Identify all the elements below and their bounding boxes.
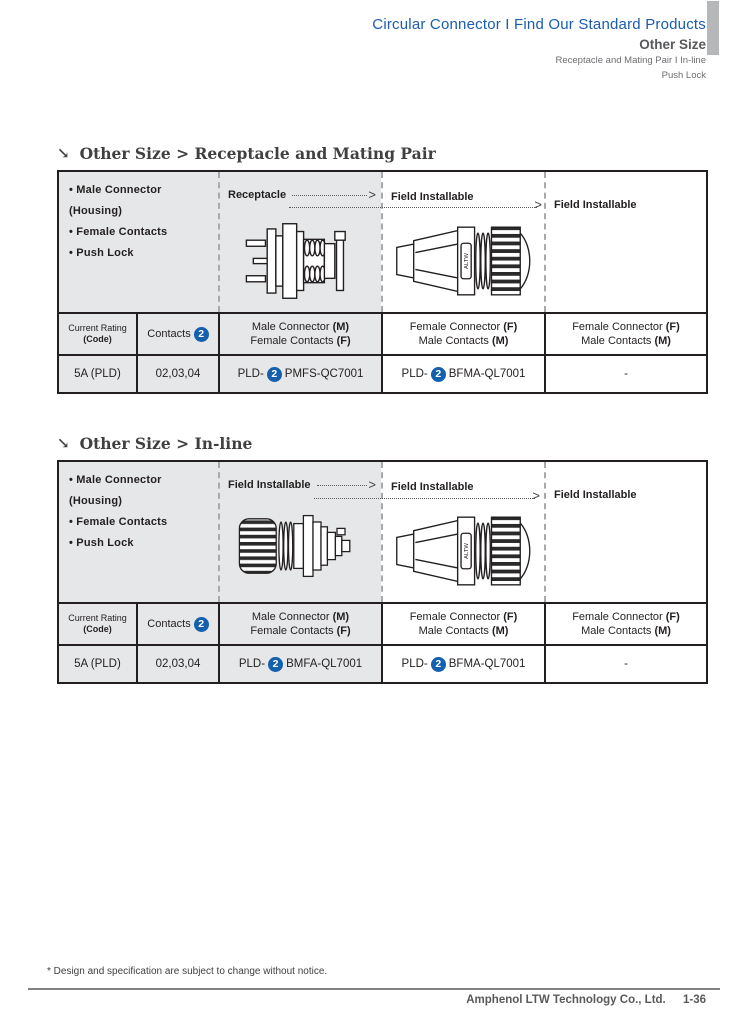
contacts-value: 02,03,04 xyxy=(136,354,218,392)
features-cell xyxy=(59,172,218,312)
contacts-count-badge: 2 xyxy=(194,617,209,632)
altw-brand-label: ALTW xyxy=(463,253,470,269)
feature-item: (Housing) xyxy=(69,205,123,217)
part-number-male: PLD- 2 PMFS-QC7001 xyxy=(218,354,381,392)
diagram-label-text: Field Installable xyxy=(391,191,474,203)
code-label: (Code) xyxy=(83,334,112,344)
diagram-label xyxy=(546,462,706,502)
diagram-label xyxy=(220,172,381,202)
header-accent-bar xyxy=(707,1,719,55)
page-number: 1-36 xyxy=(682,994,706,1006)
altw-brand-label: ALTW xyxy=(463,543,470,559)
diagram-label xyxy=(546,172,706,212)
section-title xyxy=(57,432,708,454)
rating-value: 5A (PLD) xyxy=(59,644,136,682)
diagram-label xyxy=(383,462,544,494)
feature-item: • Male Connector xyxy=(69,184,162,196)
section-arrow-icon: ↘ xyxy=(57,143,70,162)
mating-arrow xyxy=(314,488,540,503)
disclaimer-note: * Design and specification are subject to change without notice. xyxy=(47,966,328,977)
col-header-female-connector: Female Connector (F) Male Contacts (M) xyxy=(381,602,544,644)
section-title-text: Other Size > In-line xyxy=(79,433,253,453)
arrow-head-icon: > xyxy=(534,197,542,212)
diagram-label-text: Field Installable xyxy=(554,489,637,501)
section-in-line xyxy=(57,432,708,684)
contacts-count-badge: 2 xyxy=(194,327,209,342)
diagram-label-text: Field Installable xyxy=(554,199,637,211)
arrow-head-icon: > xyxy=(368,477,376,492)
part-number-empty: - xyxy=(544,354,706,392)
feature-item: • Push Lock xyxy=(69,537,134,549)
arrow-head-icon: > xyxy=(532,488,540,503)
feature-item: • Female Contacts xyxy=(69,516,168,528)
diagram-cell-receptacle xyxy=(218,172,381,312)
diagram-label-text: Field Installable xyxy=(391,481,474,493)
diagram-label-text: Field Installable xyxy=(228,479,311,491)
product-table xyxy=(57,170,708,394)
section-arrow-icon: ↘ xyxy=(57,433,70,452)
page-title: Circular Connector I Find Our Standard Products xyxy=(372,16,706,33)
product-table xyxy=(57,460,708,684)
contacts-value: 02,03,04 xyxy=(136,644,218,682)
diagram-cell-field-installable xyxy=(381,462,544,602)
section-title-text: Other Size > Receptacle and Mating Pair xyxy=(79,143,436,163)
diagram-cell-field-installable-right xyxy=(544,462,706,602)
contacts-count-badge: 2 xyxy=(268,657,283,672)
feature-item: • Male Connector xyxy=(69,474,162,486)
diagram-cell-field-installable-gland xyxy=(218,462,381,602)
contacts-label: Contacts xyxy=(147,328,191,340)
features-cell xyxy=(59,462,218,602)
header-section-label: Other Size xyxy=(639,37,706,52)
contacts-count-badge: 2 xyxy=(431,657,446,672)
footer-company xyxy=(466,994,706,1006)
contacts-count-badge: 2 xyxy=(431,367,446,382)
header-subsection-label: Receptacle and Mating Pair I In-line xyxy=(555,55,706,66)
current-rating-label: Current Rating xyxy=(68,613,127,623)
dotted-leader xyxy=(317,485,368,486)
cable-gland-diagram xyxy=(227,506,375,586)
receptacle-diagram xyxy=(236,216,366,306)
rating-value: 5A (PLD) xyxy=(59,354,136,392)
col-header-contacts xyxy=(136,312,218,354)
diagram-label xyxy=(383,172,544,204)
feature-item: (Housing) xyxy=(69,495,123,507)
footer-divider xyxy=(28,988,720,990)
col-header-contacts xyxy=(136,602,218,644)
part-number-female: PLD- 2 BFMA-QL7001 xyxy=(381,644,544,682)
dotted-leader xyxy=(292,195,367,196)
col-header-female-connector-2: Female Connector (F) Male Contacts (M) xyxy=(544,312,706,354)
part-number-female: PLD- 2 BFMA-QL7001 xyxy=(381,354,544,392)
diagram-cell-field-installable xyxy=(381,172,544,312)
contacts-count-badge: 2 xyxy=(267,367,282,382)
arrow-head-icon: > xyxy=(368,187,376,202)
header-feature-label: Push Lock xyxy=(661,70,706,81)
field-installable-plug-diagram xyxy=(390,218,538,304)
code-label: (Code) xyxy=(83,624,112,634)
feature-item: • Push Lock xyxy=(69,247,134,259)
feature-item: • Female Contacts xyxy=(69,226,168,238)
section-receptacle-mating-pair xyxy=(57,142,708,394)
company-name: Amphenol LTW Technology Co., Ltd. xyxy=(466,994,666,1006)
part-number-male: PLD- 2 BMFA-QL7001 xyxy=(218,644,381,682)
col-header-male-connector: Male Connector (M) Female Contacts (F) xyxy=(218,312,381,354)
page-header xyxy=(372,16,706,82)
section-title xyxy=(57,142,708,164)
current-rating-label: Current Rating xyxy=(68,323,127,333)
field-installable-plug-diagram xyxy=(390,508,538,594)
diagram-label-text: Receptacle xyxy=(228,189,287,201)
diagram-cell-field-installable-right xyxy=(544,172,706,312)
col-header-female-connector: Female Connector (F) Male Contacts (M) xyxy=(381,312,544,354)
col-header-current-rating xyxy=(59,602,136,644)
col-header-male-connector: Male Connector (M) Female Contacts (F) xyxy=(218,602,381,644)
contacts-label: Contacts xyxy=(147,618,191,630)
part-number-empty: - xyxy=(544,644,706,682)
col-header-female-connector-2: Female Connector (F) Male Contacts (M) xyxy=(544,602,706,644)
diagram-label xyxy=(220,462,381,492)
col-header-current-rating xyxy=(59,312,136,354)
